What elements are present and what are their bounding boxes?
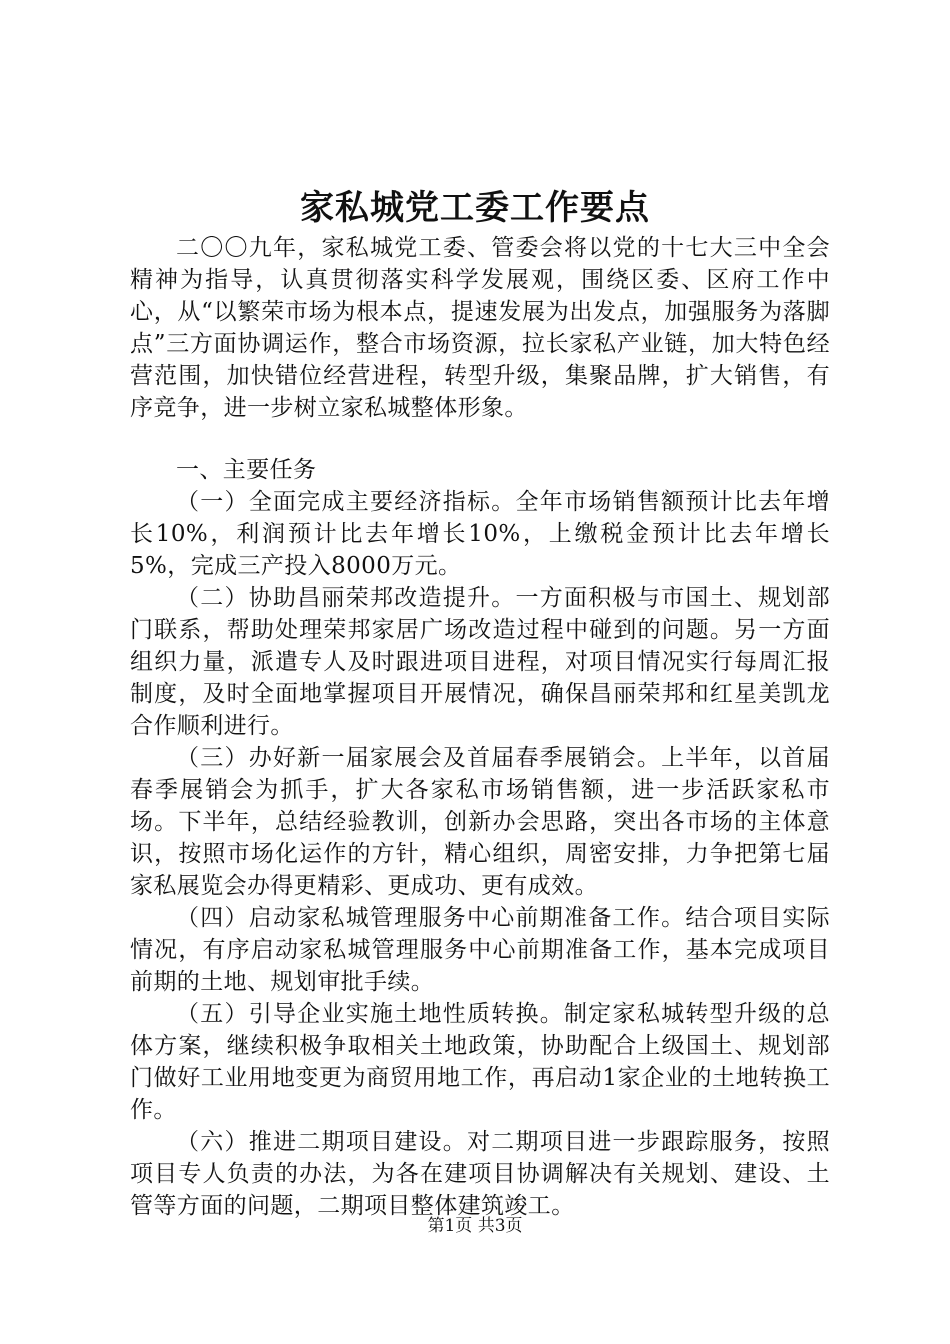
intro-paragraph: 二〇〇九年，家私城党工委、管委会将以党的十七大三中全会精神为指导，认真贯彻落实科学发展观，围绕区委、区府工作中心，从“以繁荣市场为根本点，提速发展为出发点，加强服务为落脚点”三方面协调运作，整合市场资源，拉长家私产业链，加大特色经营范围，加快错位经营进程，转型升级，集聚品牌，扩大销售，有序竞争，进一步树立家私城整体形象。 (130, 235, 830, 421)
document-title: 家私城党工委工作要点 (300, 188, 650, 228)
task-item-3: （三）办好新一届家展会及首届春季展销会。上半年，以首届春季展销会为抓手，扩大各家私市场销售额，进一步活跃家私市场。下半年，总结经验教训，创新办会思路，突出各市场的主体意识，按照市场化运作的方针，精心组织，周密安排，力争把第七届家私展览会办得更精彩、更成功、更有成效。 (130, 745, 830, 899)
document-body (130, 232, 830, 1222)
task-item-5: （五）引导企业实施土地性质转换。制定家私城转型升级的总体方案，继续积极争取相关土地政策，协助配合上级国土、规划部门做好工业用地变更为商贸用地工作，再启动1家企业的土地转换工作。 (130, 1001, 830, 1123)
section-heading: 一、主要任务 (176, 457, 317, 483)
page-number-footer: 第1页 共3页 (427, 1216, 523, 1236)
task-item-1: （一）全面完成主要经济指标。全年市场销售额预计比去年增长10%，利润预计比去年增长10%，上缴税金预计比去年增长5%，完成三产投入8000万元。 (130, 489, 830, 579)
task-item-4: （四）启动家私城管理服务中心前期准备工作。结合项目实际情况，有序启动家私城管理服务中心前期准备工作，基本完成项目前期的土地、规划审批手续。 (130, 905, 830, 995)
task-item-2: （二）协助昌丽荣邦改造提升。一方面积极与市国土、规划部门联系，帮助处理荣邦家居广场改造过程中碰到的问题。另一方面组织力量，派遣专人及时跟进项目进程，对项目情况实行每周汇报制度，及时全面地掌握项目开展情况，确保昌丽荣邦和红星美凯龙合作顺利进行。 (130, 585, 830, 739)
task-item-6: （六）推进二期项目建设。对二期项目进一步跟踪服务，按照项目专人负责的办法，为各在建项目协调解决有关规划、建设、土管等方面的问题，二期项目整体建筑竣工。 (130, 1129, 830, 1219)
